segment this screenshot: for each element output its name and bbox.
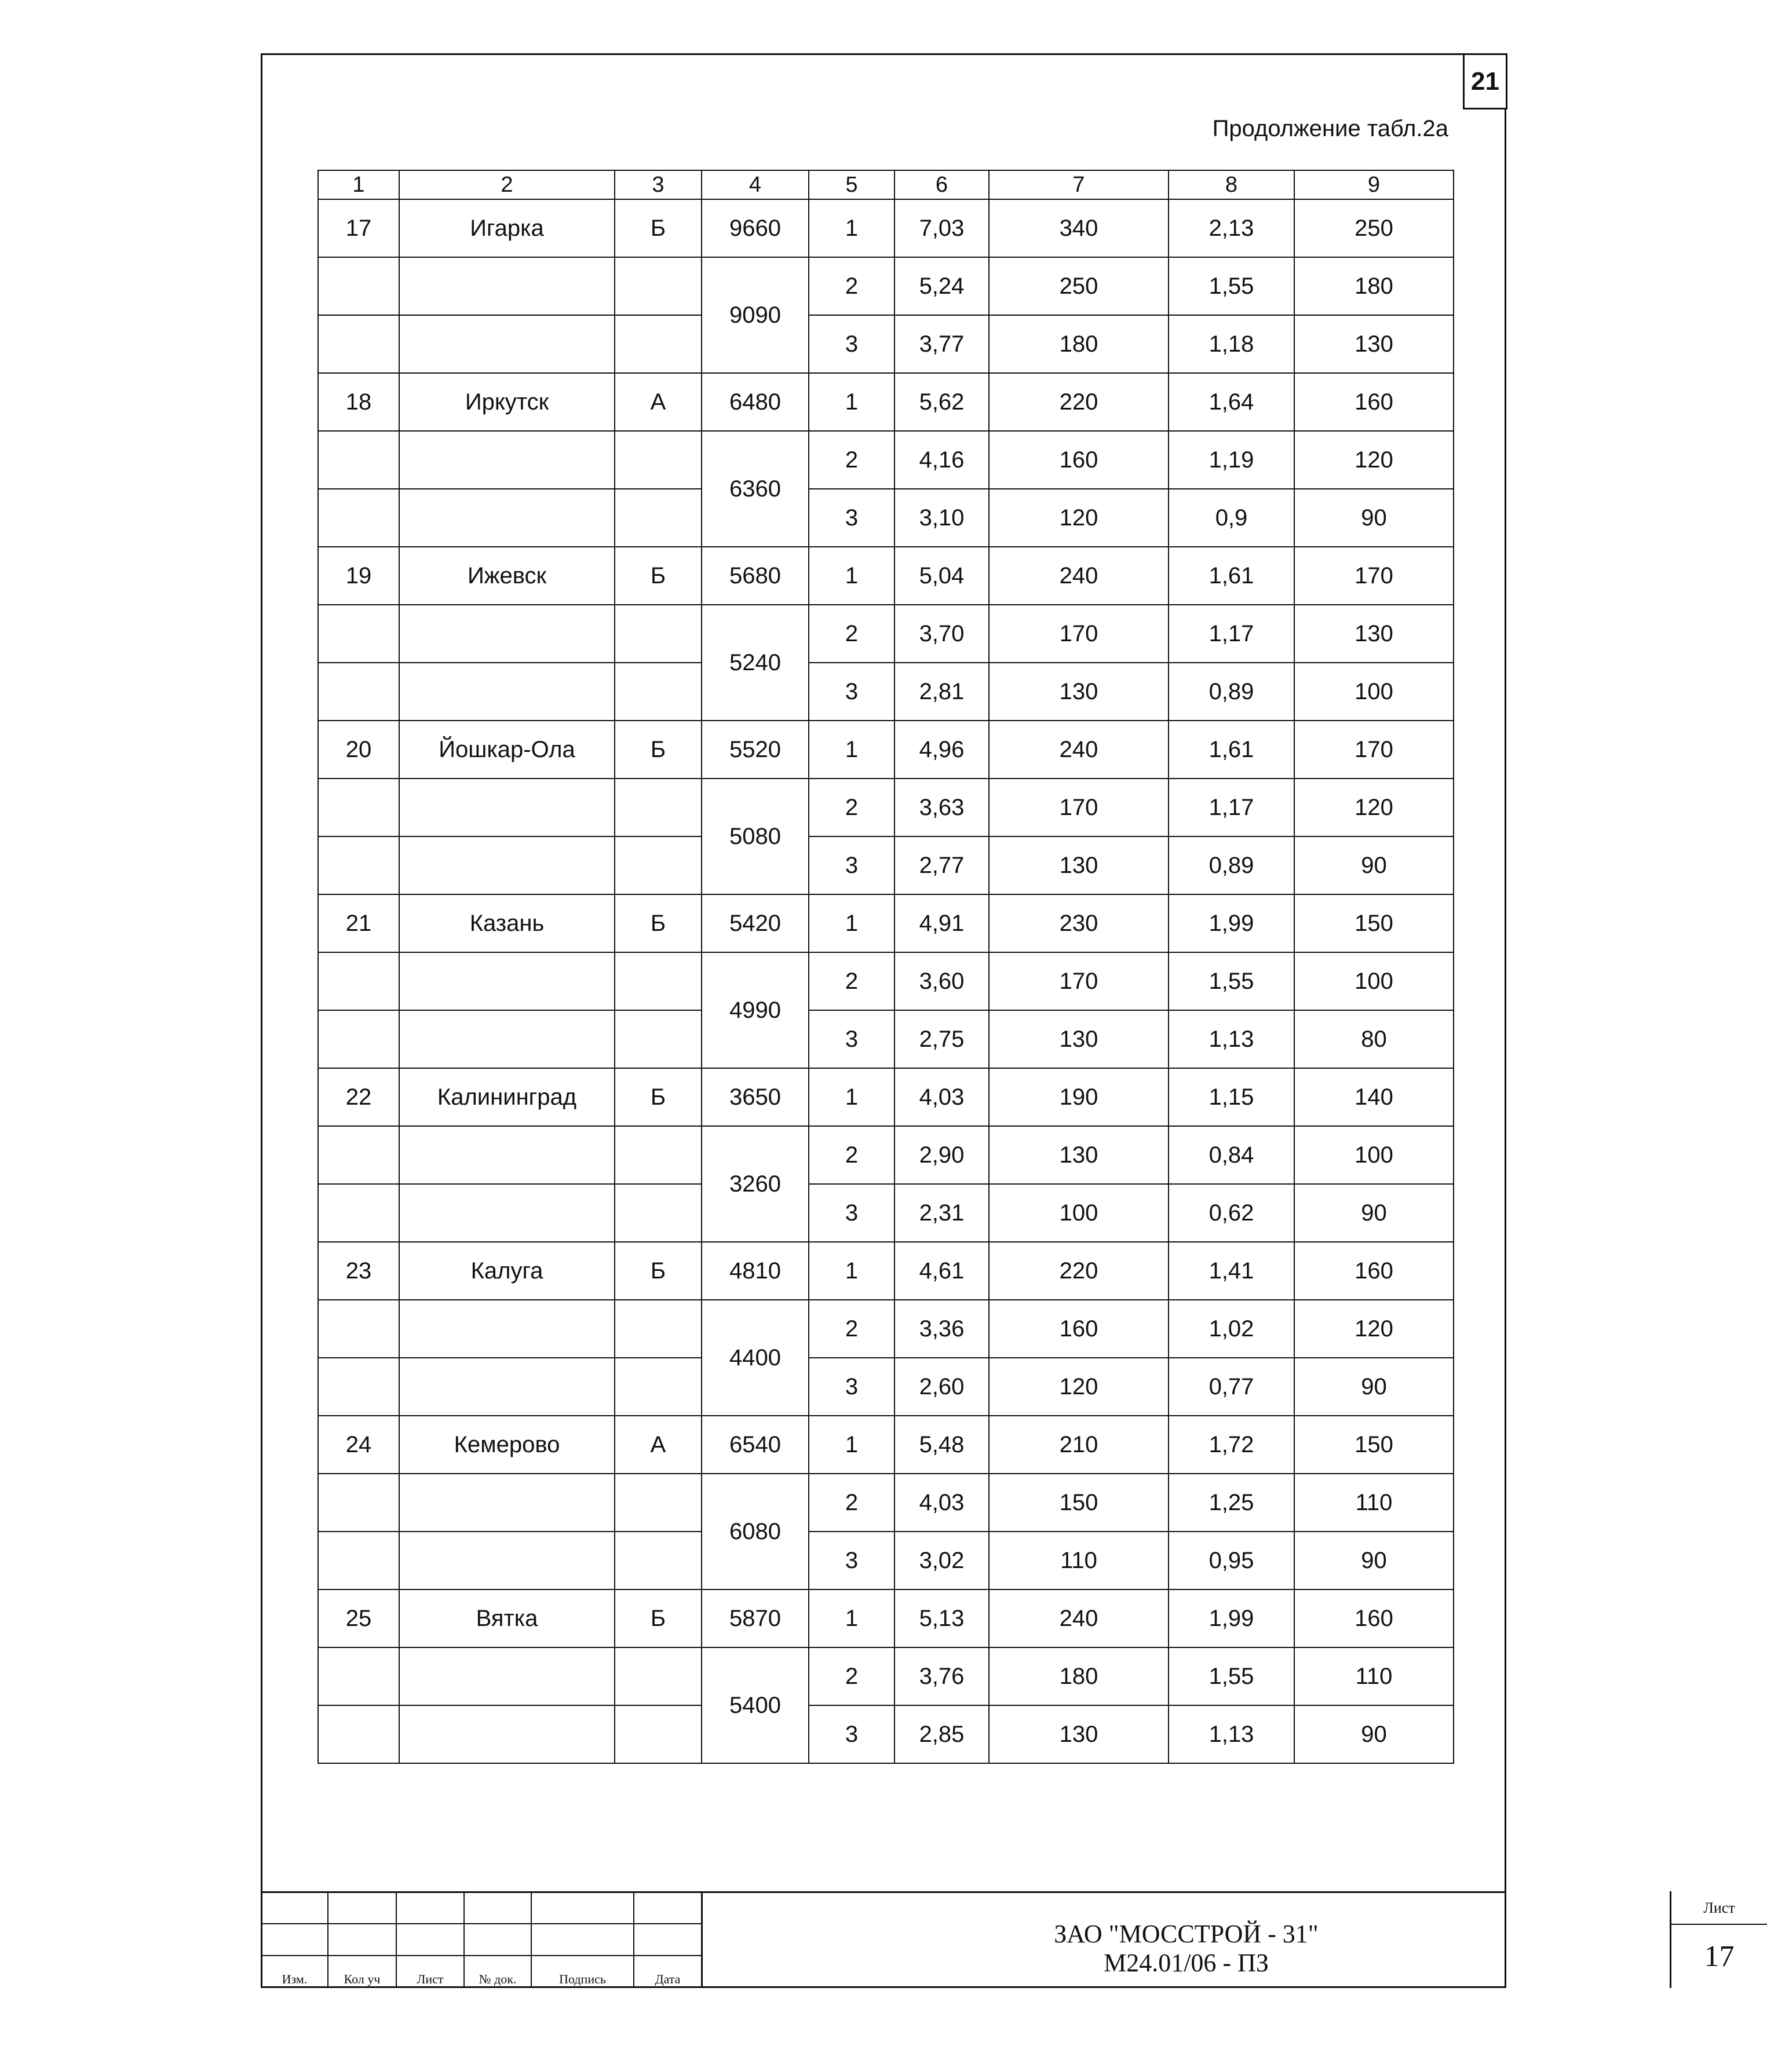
cell-col4: 6080 xyxy=(702,1474,809,1589)
cell-city xyxy=(399,489,615,547)
cell-value: 1 xyxy=(809,894,895,952)
cell-value: 3,36 xyxy=(895,1300,989,1358)
cell-zone xyxy=(615,1300,702,1358)
cell-zone xyxy=(615,1184,702,1242)
column-header: 9 xyxy=(1294,170,1454,199)
cell-value: 170 xyxy=(989,605,1169,663)
data-table xyxy=(317,170,1454,1764)
cell-col4: 9660 xyxy=(702,199,809,257)
cell-col4: 6540 xyxy=(702,1416,809,1474)
cell-value: 3 xyxy=(809,489,895,547)
cell-col4: 4990 xyxy=(702,952,809,1068)
revision-grid xyxy=(261,1891,702,1988)
cell-zone xyxy=(615,257,702,315)
cell-zone: Б xyxy=(615,721,702,779)
cell-value: 130 xyxy=(989,836,1169,894)
cell-value: 1,13 xyxy=(1169,1705,1294,1763)
cell-value: 230 xyxy=(989,894,1169,952)
revision-cell xyxy=(396,1924,464,1956)
cell-value: 4,03 xyxy=(895,1068,989,1126)
cell-value: 1 xyxy=(809,373,895,431)
stamp-label-signature: Подпись xyxy=(531,1956,634,1987)
stamp-label-change: Изм. xyxy=(261,1956,328,1987)
table-row xyxy=(318,1705,1454,1763)
cell-value: 1,41 xyxy=(1169,1242,1294,1300)
cell-number xyxy=(318,1532,399,1589)
revision-cell xyxy=(261,1892,328,1924)
revision-cell xyxy=(261,1924,328,1956)
cell-value: 2,60 xyxy=(895,1358,989,1416)
cell-zone xyxy=(615,315,702,373)
cell-value: 0,9 xyxy=(1169,489,1294,547)
table-row xyxy=(318,257,1454,315)
cell-value: 3 xyxy=(809,1705,895,1763)
cell-value: 5,48 xyxy=(895,1416,989,1474)
cell-city: Ижевск xyxy=(399,547,615,605)
cell-value: 7,03 xyxy=(895,199,989,257)
cell-number xyxy=(318,1358,399,1416)
cell-col4: 5870 xyxy=(702,1589,809,1647)
cell-value: 2,31 xyxy=(895,1184,989,1242)
cell-value: 160 xyxy=(989,1300,1169,1358)
cell-value: 150 xyxy=(989,1474,1169,1532)
table-row xyxy=(318,1358,1454,1416)
cell-value: 90 xyxy=(1294,836,1454,894)
cell-value: 5,04 xyxy=(895,547,989,605)
stamp-label-date: Дата xyxy=(634,1956,702,1987)
cell-zone: Б xyxy=(615,894,702,952)
cell-number: 22 xyxy=(318,1068,399,1126)
cell-zone xyxy=(615,431,702,489)
table-row xyxy=(318,1416,1454,1474)
cell-value: 5,13 xyxy=(895,1589,989,1647)
cell-value: 170 xyxy=(989,952,1169,1010)
cell-value: 4,03 xyxy=(895,1474,989,1532)
cell-value: 1,19 xyxy=(1169,431,1294,489)
cell-value: 3 xyxy=(809,315,895,373)
cell-value: 2,77 xyxy=(895,836,989,894)
cell-col4: 5400 xyxy=(702,1647,809,1763)
cell-city xyxy=(399,1647,615,1705)
cell-col4: 5420 xyxy=(702,894,809,952)
cell-city: Йошкар-Ола xyxy=(399,721,615,779)
cell-value: 250 xyxy=(1294,199,1454,257)
cell-number: 19 xyxy=(318,547,399,605)
cell-city xyxy=(399,431,615,489)
cell-col4: 3650 xyxy=(702,1068,809,1126)
cell-value: 140 xyxy=(1294,1068,1454,1126)
cell-number: 21 xyxy=(318,894,399,952)
cell-value: 1 xyxy=(809,1242,895,1300)
cell-value: 180 xyxy=(1294,257,1454,315)
cell-value: 1,61 xyxy=(1169,547,1294,605)
cell-value: 1 xyxy=(809,721,895,779)
cell-value: 2,90 xyxy=(895,1126,989,1184)
cell-city xyxy=(399,605,615,663)
revision-cell xyxy=(634,1924,702,1956)
cell-city xyxy=(399,1358,615,1416)
table-row xyxy=(318,489,1454,547)
cell-value: 2 xyxy=(809,1474,895,1532)
cell-city xyxy=(399,1010,615,1068)
cell-value: 130 xyxy=(989,1126,1169,1184)
cell-value: 170 xyxy=(989,779,1169,836)
table-row xyxy=(318,1068,1454,1126)
cell-value: 90 xyxy=(1294,1705,1454,1763)
stamp-label-count: Кол уч xyxy=(328,1956,396,1987)
table-row xyxy=(318,199,1454,257)
cell-zone xyxy=(615,605,702,663)
cell-value: 160 xyxy=(1294,373,1454,431)
cell-value: 110 xyxy=(1294,1474,1454,1532)
cell-city xyxy=(399,315,615,373)
cell-zone xyxy=(615,1358,702,1416)
document-number: М24.01/06 - ПЗ xyxy=(1104,1949,1269,1977)
cell-value: 1,17 xyxy=(1169,779,1294,836)
cell-value: 2,13 xyxy=(1169,199,1294,257)
cell-city: Кемерово xyxy=(399,1416,615,1474)
revision-cell xyxy=(328,1924,396,1956)
revision-cell xyxy=(396,1892,464,1924)
cell-value: 4,61 xyxy=(895,1242,989,1300)
cell-value: 120 xyxy=(989,1358,1169,1416)
cell-city xyxy=(399,779,615,836)
cell-value: 3,10 xyxy=(895,489,989,547)
cell-value: 130 xyxy=(989,1705,1169,1763)
cell-value: 2 xyxy=(809,257,895,315)
table-row xyxy=(318,1010,1454,1068)
cell-value: 3,60 xyxy=(895,952,989,1010)
cell-value: 3 xyxy=(809,836,895,894)
column-header: 2 xyxy=(399,170,615,199)
cell-value: 100 xyxy=(1294,663,1454,721)
revision-cell xyxy=(464,1892,531,1924)
cell-value: 180 xyxy=(989,1647,1169,1705)
cell-value: 1,17 xyxy=(1169,605,1294,663)
cell-city xyxy=(399,257,615,315)
cell-value: 1,99 xyxy=(1169,894,1294,952)
cell-city: Калининград xyxy=(399,1068,615,1126)
cell-value: 130 xyxy=(989,1010,1169,1068)
cell-value: 3 xyxy=(809,1010,895,1068)
cell-number xyxy=(318,489,399,547)
table-row xyxy=(318,1300,1454,1358)
cell-value: 1,61 xyxy=(1169,721,1294,779)
cell-value: 150 xyxy=(1294,1416,1454,1474)
cell-value: 90 xyxy=(1294,1532,1454,1589)
cell-number xyxy=(318,1184,399,1242)
cell-city xyxy=(399,1300,615,1358)
cell-col4: 9090 xyxy=(702,257,809,373)
cell-value: 170 xyxy=(1294,721,1454,779)
table-row xyxy=(318,315,1454,373)
cell-value: 3,02 xyxy=(895,1532,989,1589)
cell-value: 130 xyxy=(1294,605,1454,663)
cell-number xyxy=(318,1705,399,1763)
cell-city: Вятка xyxy=(399,1589,615,1647)
cell-value: 1 xyxy=(809,1068,895,1126)
cell-city xyxy=(399,1705,615,1763)
cell-city xyxy=(399,952,615,1010)
cell-number xyxy=(318,605,399,663)
table-row xyxy=(318,1589,1454,1647)
table-row xyxy=(318,1126,1454,1184)
cell-value: 3 xyxy=(809,1532,895,1589)
cell-value: 2 xyxy=(809,431,895,489)
column-header: 7 xyxy=(989,170,1169,199)
cell-zone xyxy=(615,836,702,894)
table-row xyxy=(318,1242,1454,1300)
cell-city xyxy=(399,1532,615,1589)
cell-value: 1,18 xyxy=(1169,315,1294,373)
cell-value: 1,13 xyxy=(1169,1010,1294,1068)
table-row xyxy=(318,836,1454,894)
table-caption: Продолжение табл.2а xyxy=(1212,116,1448,141)
cell-zone xyxy=(615,1647,702,1705)
sheet-label: Лист xyxy=(1671,1891,1767,1925)
cell-value: 2 xyxy=(809,1647,895,1705)
cell-col4: 4810 xyxy=(702,1242,809,1300)
cell-value: 120 xyxy=(1294,431,1454,489)
cell-city xyxy=(399,1474,615,1532)
cell-value: 240 xyxy=(989,721,1169,779)
cell-value: 5,24 xyxy=(895,257,989,315)
cell-zone xyxy=(615,1010,702,1068)
column-header: 3 xyxy=(615,170,702,199)
cell-value: 1,64 xyxy=(1169,373,1294,431)
cell-number xyxy=(318,1126,399,1184)
cell-number xyxy=(318,779,399,836)
cell-value: 220 xyxy=(989,373,1169,431)
column-header: 6 xyxy=(895,170,989,199)
table-header-row xyxy=(318,170,1454,199)
cell-value: 160 xyxy=(989,431,1169,489)
cell-value: 1,99 xyxy=(1169,1589,1294,1647)
cell-value: 100 xyxy=(1294,1126,1454,1184)
cell-number xyxy=(318,663,399,721)
cell-value: 2 xyxy=(809,952,895,1010)
cell-value: 100 xyxy=(989,1184,1169,1242)
table-row xyxy=(318,1532,1454,1589)
cell-zone: Б xyxy=(615,199,702,257)
cell-number xyxy=(318,1300,399,1358)
cell-value: 120 xyxy=(989,489,1169,547)
column-header: 1 xyxy=(318,170,399,199)
cell-number xyxy=(318,1474,399,1532)
revision-cell xyxy=(328,1892,396,1924)
revision-cell xyxy=(634,1892,702,1924)
cell-value: 2 xyxy=(809,779,895,836)
cell-number: 23 xyxy=(318,1242,399,1300)
cell-value: 3,63 xyxy=(895,779,989,836)
cell-value: 0,89 xyxy=(1169,836,1294,894)
sheet-number: 17 xyxy=(1704,1940,1735,1973)
cell-value: 90 xyxy=(1294,489,1454,547)
cell-city xyxy=(399,1126,615,1184)
cell-col4: 5680 xyxy=(702,547,809,605)
column-header: 5 xyxy=(809,170,895,199)
cell-value: 210 xyxy=(989,1416,1169,1474)
cell-value: 130 xyxy=(989,663,1169,721)
table-row xyxy=(318,1184,1454,1242)
stamp-label-doc: № док. xyxy=(464,1956,531,1987)
cell-value: 2,75 xyxy=(895,1010,989,1068)
cell-value: 1,25 xyxy=(1169,1474,1294,1532)
cell-zone xyxy=(615,1126,702,1184)
cell-value: 4,16 xyxy=(895,431,989,489)
cell-value: 1 xyxy=(809,1589,895,1647)
cell-number xyxy=(318,952,399,1010)
cell-city xyxy=(399,1184,615,1242)
cell-value: 3,77 xyxy=(895,315,989,373)
revision-cell xyxy=(531,1892,634,1924)
cell-value: 1,55 xyxy=(1169,1647,1294,1705)
cell-value: 3 xyxy=(809,663,895,721)
cell-value: 180 xyxy=(989,315,1169,373)
column-header: 8 xyxy=(1169,170,1294,199)
table-row xyxy=(318,605,1454,663)
cell-value: 80 xyxy=(1294,1010,1454,1068)
cell-value: 100 xyxy=(1294,952,1454,1010)
cell-zone xyxy=(615,1474,702,1532)
cell-value: 150 xyxy=(1294,894,1454,952)
cell-value: 240 xyxy=(989,1589,1169,1647)
table-row xyxy=(318,431,1454,489)
cell-value: 110 xyxy=(1294,1647,1454,1705)
table-row xyxy=(318,779,1454,836)
cell-zone xyxy=(615,663,702,721)
cell-number xyxy=(318,257,399,315)
cell-value: 1,72 xyxy=(1169,1416,1294,1474)
cell-value: 90 xyxy=(1294,1184,1454,1242)
cell-value: 2,85 xyxy=(895,1705,989,1763)
cell-value: 1,55 xyxy=(1169,257,1294,315)
column-header: 4 xyxy=(702,170,809,199)
cell-value: 120 xyxy=(1294,1300,1454,1358)
table-row xyxy=(318,721,1454,779)
cell-col4: 5240 xyxy=(702,605,809,721)
cell-city: Иркутск xyxy=(399,373,615,431)
table-row xyxy=(318,1474,1454,1532)
company-name: ЗАО "МОССТРОЙ - 31" xyxy=(1054,1920,1319,1948)
cell-value: 0,84 xyxy=(1169,1126,1294,1184)
table-row xyxy=(318,952,1454,1010)
cell-zone: А xyxy=(615,1416,702,1474)
cell-zone xyxy=(615,952,702,1010)
table-row xyxy=(318,894,1454,952)
cell-value: 160 xyxy=(1294,1242,1454,1300)
cell-value: 190 xyxy=(989,1068,1169,1126)
table-row xyxy=(318,663,1454,721)
cell-city: Игарка xyxy=(399,199,615,257)
cell-city xyxy=(399,663,615,721)
table-row xyxy=(318,1647,1454,1705)
cell-value: 0,89 xyxy=(1169,663,1294,721)
page-number-badge: 21 xyxy=(1463,53,1507,109)
cell-value: 0,95 xyxy=(1169,1532,1294,1589)
cell-value: 1 xyxy=(809,199,895,257)
cell-zone: Б xyxy=(615,1068,702,1126)
cell-value: 1 xyxy=(809,547,895,605)
cell-col4: 5080 xyxy=(702,779,809,894)
cell-number: 25 xyxy=(318,1589,399,1647)
table-row xyxy=(318,373,1454,431)
table-row xyxy=(318,547,1454,605)
cell-number: 24 xyxy=(318,1416,399,1474)
cell-value: 3 xyxy=(809,1358,895,1416)
cell-value: 2,81 xyxy=(895,663,989,721)
cell-value: 170 xyxy=(1294,547,1454,605)
cell-value: 0,62 xyxy=(1169,1184,1294,1242)
cell-zone: А xyxy=(615,373,702,431)
cell-value: 3,70 xyxy=(895,605,989,663)
cell-value: 1,15 xyxy=(1169,1068,1294,1126)
cell-city: Казань xyxy=(399,894,615,952)
cell-value: 1,55 xyxy=(1169,952,1294,1010)
cell-zone xyxy=(615,489,702,547)
title-block xyxy=(261,1891,1735,1988)
cell-value: 4,91 xyxy=(895,894,989,952)
cell-number: 18 xyxy=(318,373,399,431)
revision-cell xyxy=(464,1924,531,1956)
cell-value: 240 xyxy=(989,547,1169,605)
cell-value: 220 xyxy=(989,1242,1169,1300)
cell-zone xyxy=(615,779,702,836)
cell-col4: 5520 xyxy=(702,721,809,779)
cell-col4: 4400 xyxy=(702,1300,809,1416)
cell-value: 0,77 xyxy=(1169,1358,1294,1416)
cell-number xyxy=(318,1010,399,1068)
cell-zone: Б xyxy=(615,1589,702,1647)
cell-zone xyxy=(615,1532,702,1589)
cell-number xyxy=(318,1647,399,1705)
cell-zone: Б xyxy=(615,547,702,605)
cell-value: 1,02 xyxy=(1169,1300,1294,1358)
cell-zone xyxy=(615,1705,702,1763)
cell-value: 130 xyxy=(1294,315,1454,373)
cell-value: 1 xyxy=(809,1416,895,1474)
cell-value: 4,96 xyxy=(895,721,989,779)
cell-value: 3 xyxy=(809,1184,895,1242)
cell-value: 340 xyxy=(989,199,1169,257)
cell-col4: 6480 xyxy=(702,373,809,431)
cell-value: 90 xyxy=(1294,1358,1454,1416)
cell-city xyxy=(399,836,615,894)
cell-value: 2 xyxy=(809,605,895,663)
cell-number xyxy=(318,836,399,894)
cell-number: 20 xyxy=(318,721,399,779)
cell-value: 120 xyxy=(1294,779,1454,836)
cell-value: 5,62 xyxy=(895,373,989,431)
cell-city: Калуга xyxy=(399,1242,615,1300)
cell-value: 110 xyxy=(989,1532,1169,1589)
cell-col4: 3260 xyxy=(702,1126,809,1242)
cell-number xyxy=(318,431,399,489)
cell-value: 160 xyxy=(1294,1589,1454,1647)
cell-number xyxy=(318,315,399,373)
cell-value: 2 xyxy=(809,1300,895,1358)
title-block-center xyxy=(701,1891,1671,1988)
cell-value: 250 xyxy=(989,257,1169,315)
cell-zone: Б xyxy=(615,1242,702,1300)
stamp-label-sheet: Лист xyxy=(396,1956,464,1987)
revision-cell xyxy=(531,1924,634,1956)
cell-value: 2 xyxy=(809,1126,895,1184)
cell-col4: 6360 xyxy=(702,431,809,547)
cell-number: 17 xyxy=(318,199,399,257)
cell-value: 3,76 xyxy=(895,1647,989,1705)
